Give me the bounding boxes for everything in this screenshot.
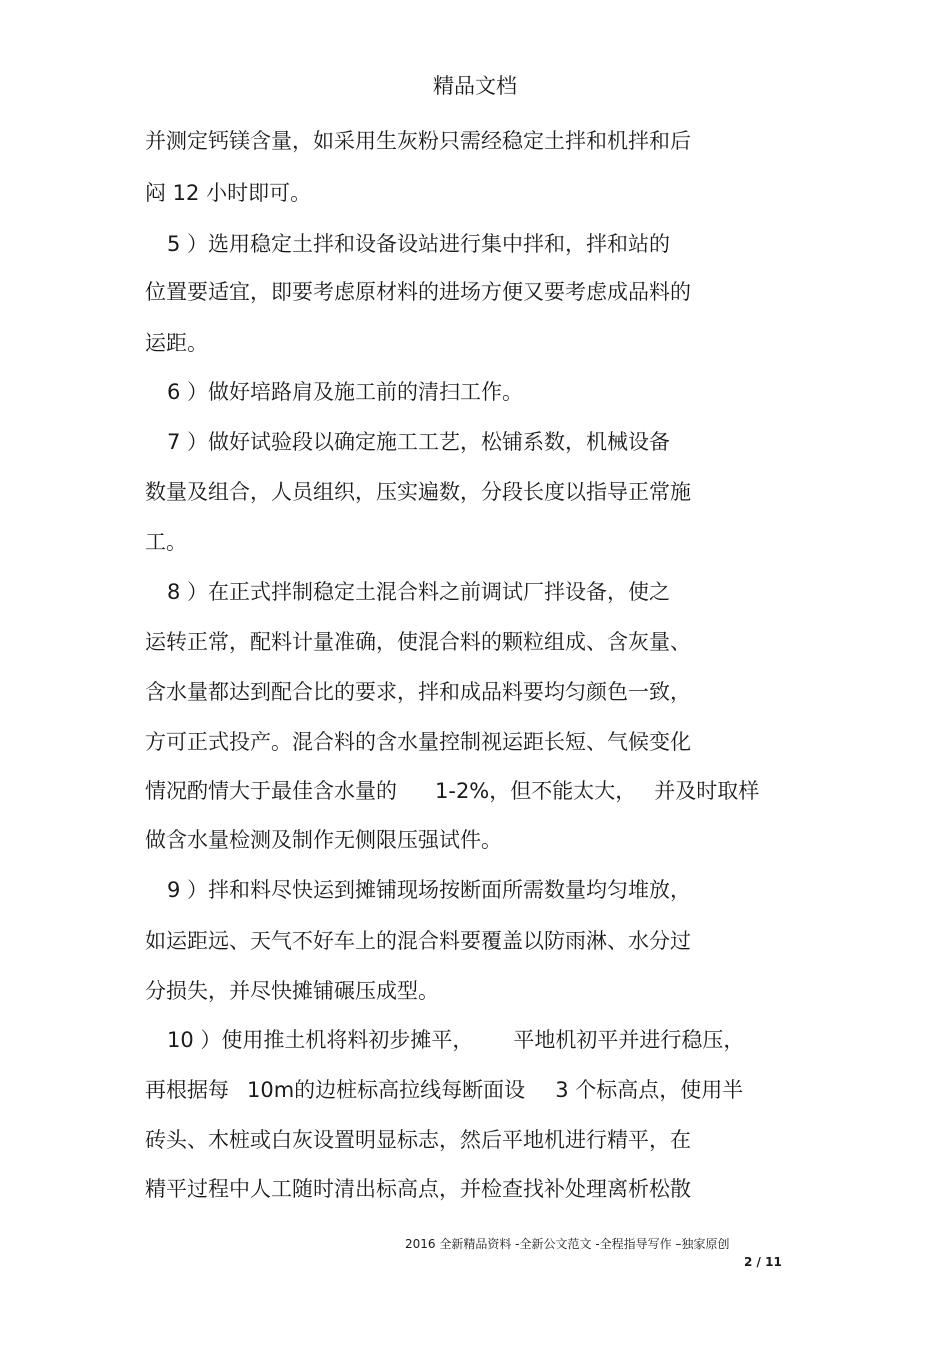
text-line: 运距。 bbox=[145, 331, 208, 355]
page-number: 2 / 11 bbox=[744, 1255, 782, 1269]
text-line: 7 ）做好试验段以确定施工工艺，松铺系数，机械设备 bbox=[167, 430, 671, 454]
text-segment: 1-2%，但不能太大， bbox=[435, 779, 637, 803]
text-line: 含水量都达到配合比的要求，拌和成品料要均匀颜色一致， bbox=[145, 680, 691, 704]
text-line: 并测定钙镁含量，如采用生灰粉只需经稳定土拌和机拌和后 bbox=[145, 129, 691, 153]
text-segment: 3 个标高点，使用半 bbox=[555, 1078, 744, 1102]
text-line: 9 ）拌和料尽快运到摊铺现场按断面所需数量均匀堆放， bbox=[167, 878, 692, 902]
text-line: 5 ）选用稳定土拌和设备设站进行集中拌和，拌和站的 bbox=[167, 232, 671, 256]
text-segment: 平地机初平并进行稳压， bbox=[513, 1028, 745, 1052]
text-line: 闷 12 小时即可。 bbox=[145, 181, 312, 205]
text-line bbox=[145, 777, 759, 805]
text-line: 做含水量检测及制作无侧限压强试件。 bbox=[145, 828, 502, 852]
page-header: 精品文档 bbox=[433, 74, 517, 98]
text-line bbox=[145, 1076, 743, 1104]
text-line: 精平过程中人工随时清出标高点，并检查找补处理离析松散 bbox=[145, 1177, 691, 1201]
text-line: 8 ）在正式拌制稳定土混合料之前调试厂拌设备，使之 bbox=[167, 580, 671, 604]
text-segment: 情况酌情大于最佳含水量的 bbox=[145, 779, 397, 803]
text-segment: 10m的边桩标高拉线每断面设 bbox=[247, 1078, 526, 1102]
text-line bbox=[167, 1026, 744, 1054]
text-line: 如运距远、天气不好车上的混合料要覆盖以防雨淋、水分过 bbox=[145, 929, 691, 953]
text-line: 运转正常，配料计量准确，使混合料的颗粒组成、含灰量、 bbox=[145, 630, 691, 654]
text-segment: 10 ）使用推土机将料初步摊平， bbox=[167, 1028, 474, 1052]
text-line: 方可正式投产。混合料的含水量控制视运距长短、气候变化 bbox=[145, 730, 691, 754]
text-segment: 再根据每 bbox=[145, 1078, 229, 1102]
text-line: 工。 bbox=[145, 530, 187, 554]
text-line: 6 ）做好培路肩及施工前的清扫工作。 bbox=[167, 380, 524, 404]
text-line: 砖头、木桩或白灰设置明显标志，然后平地机进行精平，在 bbox=[145, 1128, 691, 1152]
page-footer: 2016 全新精品资料 -全新公文范文 -全程指导写作 –独家原创 bbox=[405, 1237, 730, 1251]
text-line: 位置要适宜，即要考虑原材料的进场方便又要考虑成品料的 bbox=[145, 280, 691, 304]
text-segment: 并及时取样 bbox=[654, 779, 760, 803]
text-line: 分损失，并尽快摊铺碾压成型。 bbox=[145, 979, 439, 1003]
text-line: 数量及组合，人员组织，压实遍数，分段长度以指导正常施 bbox=[145, 480, 691, 504]
